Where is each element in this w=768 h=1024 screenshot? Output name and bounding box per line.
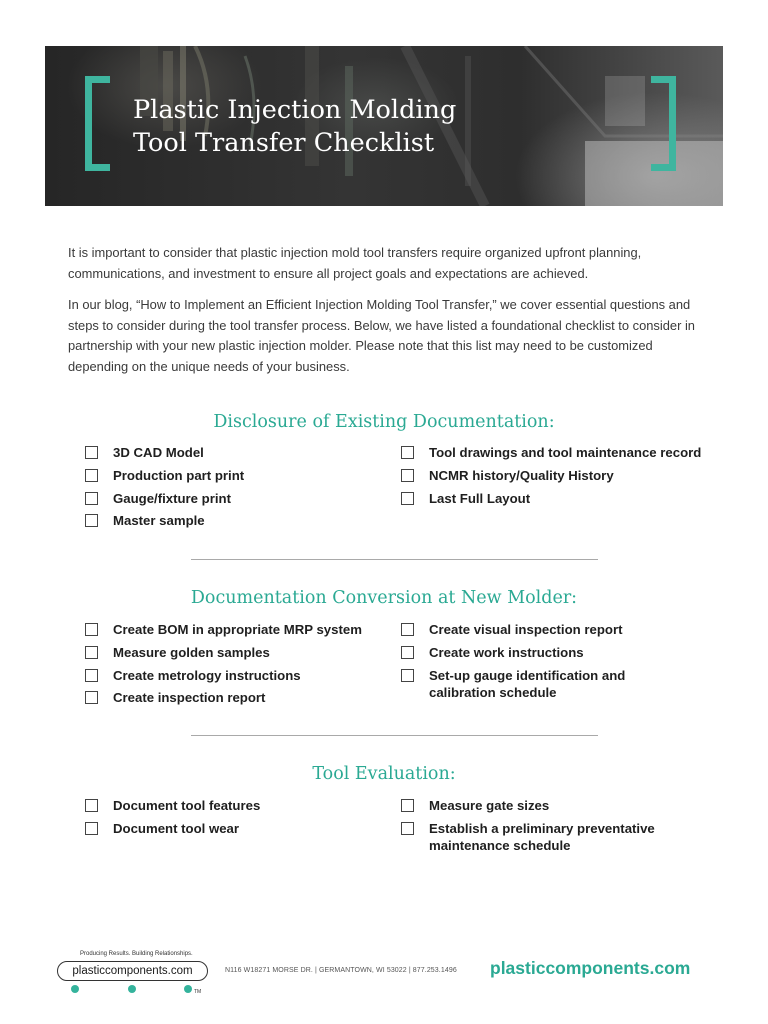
checkbox[interactable] [85, 492, 98, 505]
checkbox[interactable] [85, 469, 98, 482]
company-address: N116 W18271 MORSE DR. | GERMANTOWN, WI 53022 | 877.253.1496 [225, 967, 457, 974]
checklist-item-label: Last Full Layout [429, 490, 531, 506]
header-banner [45, 46, 723, 206]
checklist-item[interactable] [401, 490, 721, 508]
section-title-conversion: Documentation Conversion at New Molder: [190, 588, 578, 608]
checklist-column-left [85, 621, 385, 712]
checklist-item[interactable] [401, 667, 661, 702]
checklist-item-label: Tool drawings and tool maintenance record [429, 445, 702, 460]
checkbox[interactable] [401, 822, 414, 835]
checklist-item-label: Create work instructions [429, 644, 584, 660]
checkbox[interactable] [85, 822, 98, 835]
checklist-column-right [401, 444, 721, 512]
checklist-item-label: Establish a preliminary preventative maintenance schedule [429, 820, 655, 854]
footer-tagline: Producing Results. Building Relationships. [80, 951, 193, 957]
logo-dot [71, 985, 79, 993]
checklist-item-label: Create inspection report [113, 690, 266, 706]
checklist-column-right [401, 621, 661, 707]
checklist-item[interactable] [401, 621, 661, 639]
logo-dot [128, 985, 136, 993]
intro-paragraph-1: It is important to consider that plastic injection mold tool transfers require organized upfront planning, communications, and investment to ensure all project goals and expectations are achieved. [68, 245, 642, 281]
company-logo: plasticcomponents.com [57, 961, 208, 981]
checklist-column-left [85, 444, 385, 535]
checkbox[interactable] [85, 691, 98, 704]
intro-text [68, 243, 708, 389]
section-divider [191, 735, 598, 736]
checklist-column-left [85, 797, 385, 843]
checklist-item[interactable] [85, 490, 385, 508]
intro-paragraph-2: In our blog, “How to Implement an Efficient Injection Molding Tool Transfer,” we cover essential questions and steps to consider during the tool transfer process. Below, we have listed a foundational checklist to consider in partnership with your new plastic injection molder. Please note that this list may need to be customized depending on the unique needs of your business. [68, 297, 695, 374]
checkbox[interactable] [401, 469, 414, 482]
checklist-item[interactable] [85, 797, 385, 815]
checklist-item[interactable] [401, 644, 661, 662]
checkbox[interactable] [401, 623, 414, 636]
title-line-2: Tool Transfer Checklist [133, 128, 435, 158]
checklist-item-label: Set-up gauge identification and calibration schedule [429, 667, 626, 701]
checklist-item[interactable] [85, 467, 385, 485]
checkbox[interactable] [85, 646, 98, 659]
checkbox[interactable] [85, 669, 98, 682]
checkbox[interactable] [85, 446, 98, 459]
checkbox[interactable] [85, 799, 98, 812]
right-bracket [651, 76, 676, 171]
checklist-item[interactable] [85, 667, 385, 685]
website-link[interactable]: plasticcomponents.com [490, 958, 691, 978]
checklist-column-right [401, 797, 681, 860]
section-divider [191, 559, 598, 560]
checklist-item[interactable] [401, 444, 721, 462]
title-line-1: Plastic Injection Molding [133, 95, 457, 125]
checkbox[interactable] [401, 492, 414, 505]
logo-dot [184, 985, 192, 993]
checklist-item-label: Document tool wear [113, 820, 240, 836]
checkbox[interactable] [401, 669, 414, 682]
checklist-item-label: Master sample [113, 513, 205, 529]
checklist-item-label: Create BOM in appropriate MRP system [113, 622, 362, 637]
checklist-item[interactable] [85, 644, 385, 662]
checklist-item[interactable] [85, 689, 385, 707]
section-title-tool-evaluation: Tool Evaluation: [312, 764, 456, 784]
checklist-item-label: Production part print [113, 467, 245, 483]
checklist-item[interactable] [401, 467, 721, 485]
checklist-item-label: Document tool features [113, 798, 261, 813]
checklist-item-label: Create metrology instructions [113, 667, 301, 683]
checklist-item[interactable] [85, 444, 385, 462]
checklist-item-label: 3D CAD Model [113, 445, 204, 460]
left-bracket [85, 76, 110, 171]
trademark-mark: TM [194, 989, 202, 995]
checklist-item-label: Create visual inspection report [429, 622, 623, 637]
checklist-item-label: NCMR history/Quality History [429, 467, 614, 483]
checkbox[interactable] [85, 514, 98, 527]
checklist-item[interactable] [85, 512, 385, 530]
checklist-item[interactable] [401, 797, 681, 815]
checkbox[interactable] [85, 623, 98, 636]
checklist-item[interactable] [85, 621, 385, 639]
checkbox[interactable] [401, 646, 414, 659]
checkbox[interactable] [401, 446, 414, 459]
checkbox[interactable] [401, 799, 414, 812]
checklist-item-label: Measure gate sizes [429, 798, 550, 813]
checklist-item-label: Gauge/fixture print [113, 490, 231, 506]
checklist-item[interactable] [85, 820, 385, 838]
checklist-item-label: Measure golden samples [113, 644, 270, 660]
section-title-disclosure: Disclosure of Existing Documentation: [213, 412, 555, 432]
checklist-item[interactable] [401, 820, 681, 855]
page-title [133, 94, 456, 160]
